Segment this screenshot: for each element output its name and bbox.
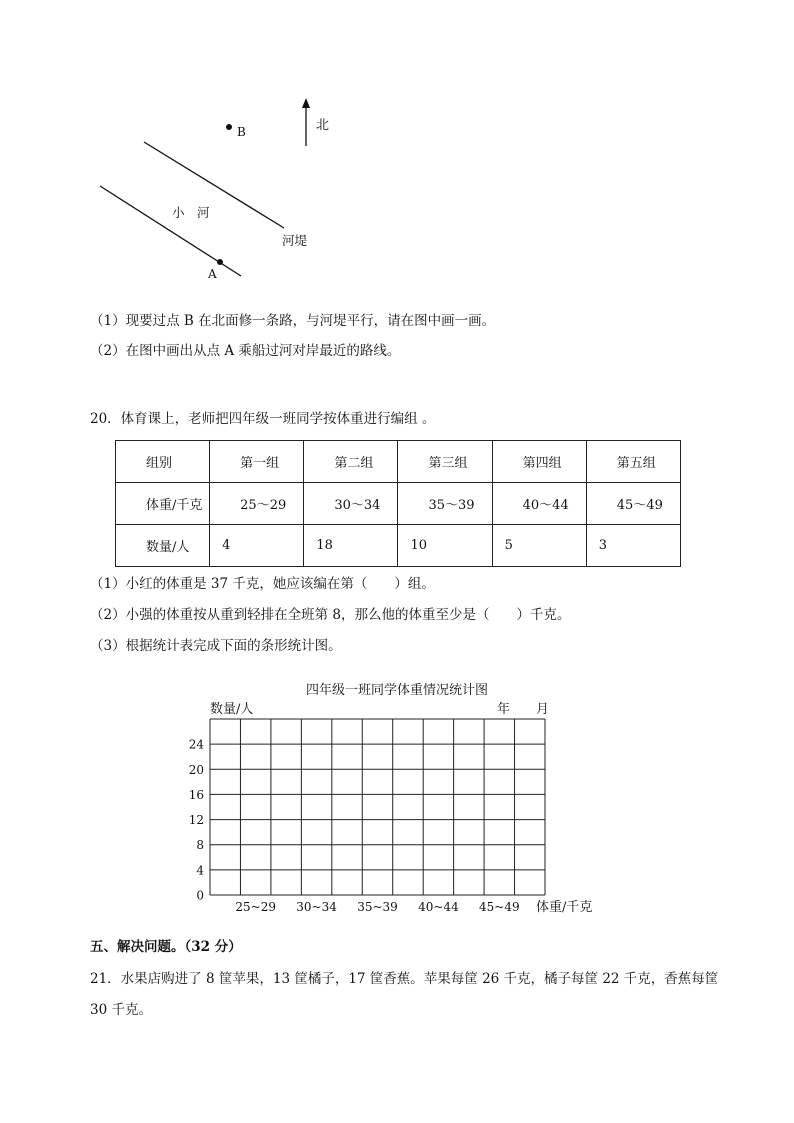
- table-cell: 数量/人: [116, 525, 210, 567]
- x-tick-label: 30~34: [296, 900, 337, 914]
- x-tick-label: 45~49: [479, 900, 520, 914]
- point-a-dot: [217, 259, 223, 265]
- section5-heading: 五、解决问题。（32 分）: [90, 939, 242, 955]
- y-tick-label: 20: [188, 762, 204, 777]
- weight-table: [115, 440, 681, 567]
- table-cell: 体重/千克: [116, 483, 210, 525]
- table-row: [116, 441, 681, 483]
- q19-part2: （2）在图中画出从点 A 乘船过河对岸最近的路线。: [90, 343, 401, 359]
- table-row: [116, 525, 681, 567]
- q21-line2: 30 千克。: [90, 1002, 152, 1018]
- table-cell: 组别: [116, 441, 210, 483]
- q20-part1: （1）小红的体重是 37 千克，她应该编在第（ ）组。: [90, 576, 435, 592]
- chart-title: 四年级一班同学体重情况统计图: [305, 683, 488, 698]
- table-cell: 3: [586, 525, 680, 567]
- x-tick-labels: [235, 900, 519, 914]
- x-axis-label: 体重/千克: [536, 900, 593, 915]
- y-tick-labels: [189, 738, 205, 903]
- q21-line1: 21．水果店购进了 8 筐苹果，13 筐橘子，17 筐香蕉。苹果每筐 26 千克，橘子每筐 22 千克，香蕉每筐: [90, 971, 719, 987]
- table-cell: 4: [210, 525, 304, 567]
- table-cell: 18: [304, 525, 398, 567]
- north-label: 北: [316, 118, 330, 133]
- y-tick-label: 0: [196, 888, 204, 903]
- table-row: [116, 483, 681, 525]
- table-cell: 25～29: [210, 483, 304, 525]
- table-cell: 45～49: [586, 483, 680, 525]
- y-tick-label: 24: [188, 737, 204, 752]
- chart-grid: [210, 719, 545, 895]
- river-diagram: [90, 90, 350, 290]
- table-cell: 第五组: [586, 441, 680, 483]
- table-cell: 第一组: [210, 441, 304, 483]
- x-tick-label: 40~44: [418, 900, 459, 914]
- y-axis-label: 数量/人: [210, 702, 254, 717]
- table-cell: 第二组: [304, 441, 398, 483]
- y-tick-label: 12: [188, 813, 204, 828]
- x-tick-label: 25~29: [235, 900, 276, 914]
- table-cell: 30～34: [304, 483, 398, 525]
- north-arrow-icon: [302, 98, 310, 108]
- table-cell: 5: [492, 525, 586, 567]
- embankment-line: [144, 142, 284, 228]
- table-cell: 35～39: [398, 483, 492, 525]
- point-b-label: B: [237, 125, 246, 139]
- embankment-label: 河堤: [282, 233, 308, 248]
- y-tick-label: 4: [196, 863, 204, 878]
- q19-part1: （1）现要过点 B 在北面修一条路，与河堤平行，请在图中画一画。: [90, 313, 496, 329]
- q20-stem: 20．体育课上，老师把四年级一班同学按体重进行编组 。: [90, 411, 436, 427]
- table-cell: 第四组: [492, 441, 586, 483]
- river-label: 小 河: [172, 205, 210, 220]
- date-label: 年 月: [497, 702, 550, 717]
- weight-bar-chart: [180, 698, 610, 920]
- table-cell: 第三组: [398, 441, 492, 483]
- point-a-label: A: [208, 267, 217, 281]
- q20-part2: （2）小强的体重按从重到轻排在全班第 8，那么他的体重至少是（ ）千克。: [90, 607, 571, 623]
- x-tick-label: 35~39: [357, 900, 398, 914]
- point-b-dot: [226, 124, 232, 130]
- y-tick-label: 8: [196, 838, 204, 853]
- table-cell: 40～44: [492, 483, 586, 525]
- table-cell: 10: [398, 525, 492, 567]
- q20-part3: （3）根据统计表完成下面的条形统计图。: [90, 638, 342, 654]
- y-tick-label: 16: [188, 787, 204, 802]
